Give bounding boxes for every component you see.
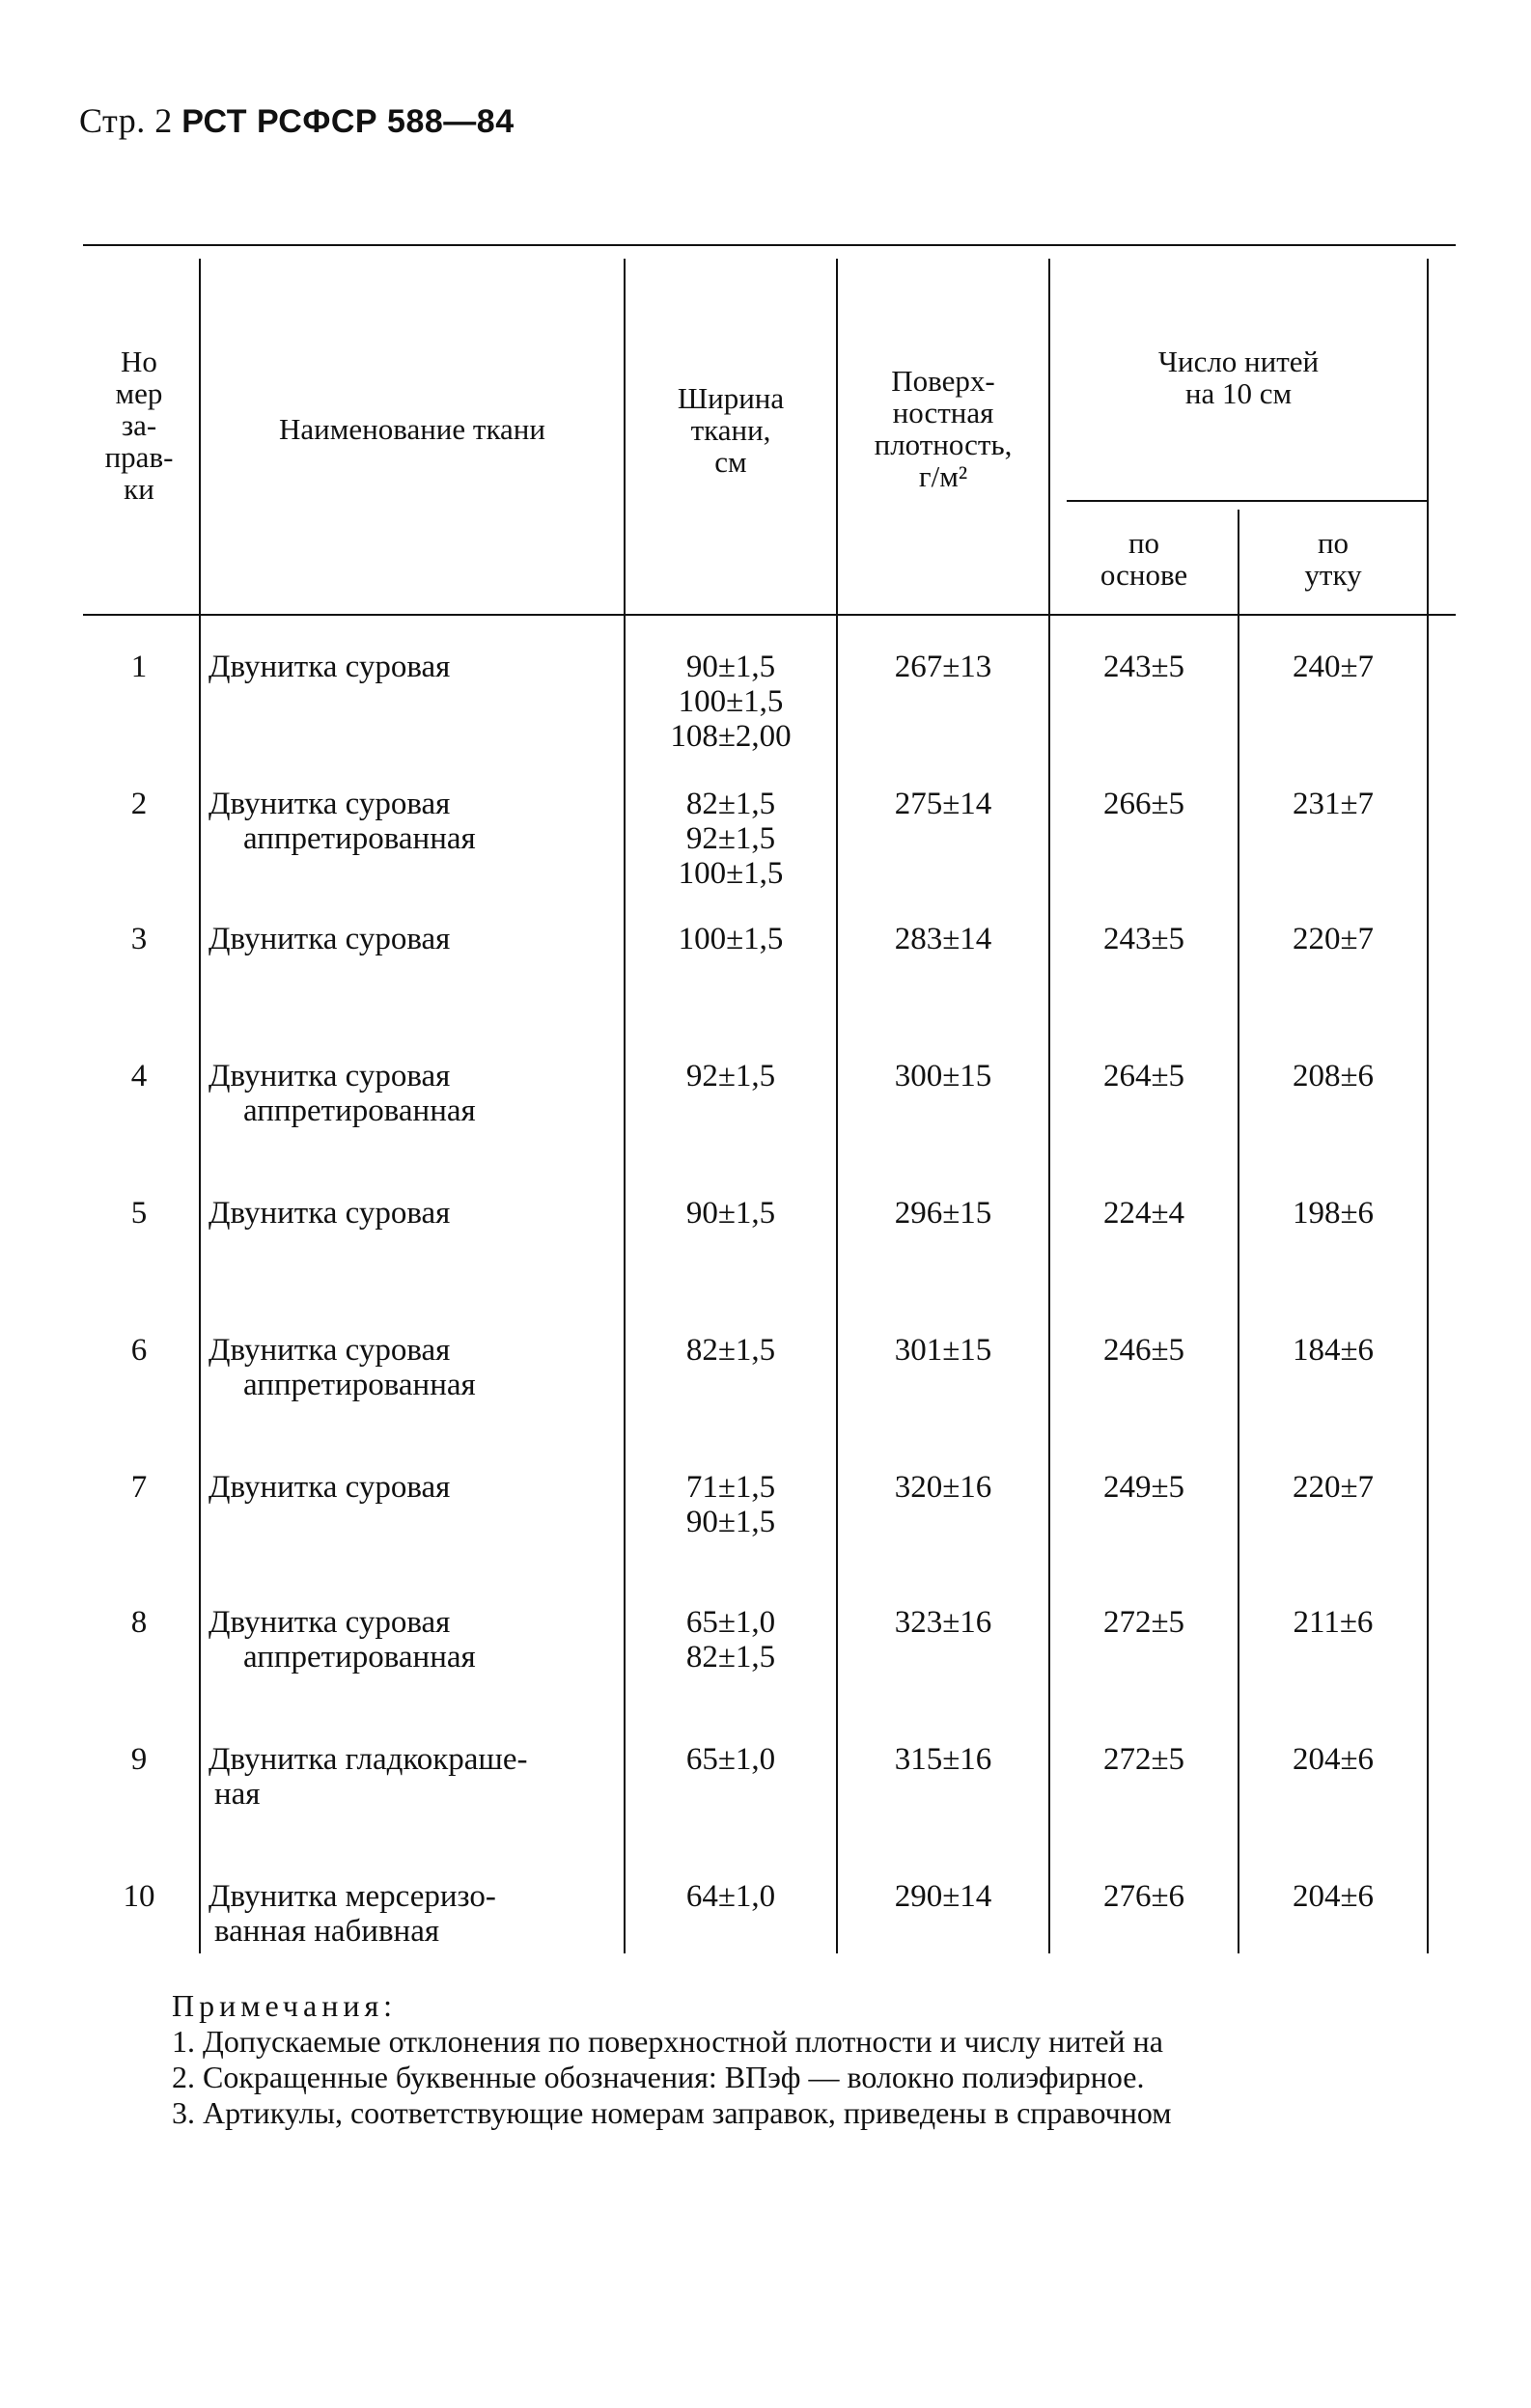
fabric-name-line: ванная набивная — [214, 1914, 440, 1949]
fabric-width — [627, 1605, 834, 1675]
weft-thread-count: 198±6 — [1292, 1196, 1375, 1231]
standard-code: РСТ РСФСР 588—84 — [181, 103, 515, 140]
weft-thread-count: 220±7 — [1292, 1470, 1375, 1505]
fabric-name — [209, 1059, 622, 1128]
row-number: 6 — [130, 1333, 148, 1368]
fabric-name-line: Двунитка мерсеризо- — [209, 1879, 496, 1914]
header-num: Но мер за- прав- ки — [104, 345, 174, 506]
col-divider-2 — [624, 259, 626, 1953]
fabric-name-line: Двунитка суровая — [209, 1196, 451, 1231]
row-number: 2 — [130, 787, 148, 821]
surface-density: 320±16 — [894, 1470, 992, 1505]
surface-density: 300±15 — [894, 1059, 992, 1093]
warp-thread-count: 224±4 — [1102, 1196, 1185, 1231]
fabric-width — [627, 787, 834, 891]
fabric-width — [627, 1059, 834, 1093]
page-header — [79, 100, 515, 141]
header-surface-density: Поверх- ностная плотность, г/м² — [874, 364, 1013, 493]
fabric-name-line: аппретированная — [243, 1368, 476, 1402]
fabric-width-value: 100±1,5 — [678, 856, 784, 891]
warp-thread-count: 266±5 — [1102, 787, 1185, 821]
fabric-width-value: 92±1,5 — [685, 821, 776, 856]
row-number: 1 — [130, 650, 148, 684]
surface-density: 283±14 — [894, 922, 992, 956]
warp-thread-count: 272±5 — [1102, 1605, 1185, 1640]
weft-thread-count: 184±6 — [1292, 1333, 1375, 1368]
fabric-name — [209, 650, 622, 684]
fabric-name-line: Двунитка суровая — [209, 1059, 451, 1093]
header-fabric-width: Ширина ткани, см — [677, 381, 785, 479]
notes — [172, 1988, 1172, 2131]
weft-thread-count: 231±7 — [1292, 787, 1375, 821]
fabric-name-line: Двунитка гладкокраше- — [209, 1742, 528, 1777]
fabric-name-line: Двунитка суровая — [209, 650, 451, 684]
fabric-name-line: ная — [214, 1777, 261, 1812]
weft-thread-count: 204±6 — [1292, 1742, 1375, 1777]
fabric-width — [627, 1879, 834, 1914]
fabric-name — [209, 922, 622, 956]
row-number: 5 — [130, 1196, 148, 1231]
fabric-name — [209, 1333, 622, 1402]
warp-thread-count: 249±5 — [1102, 1470, 1185, 1505]
fabric-width-value: 90±1,5 — [685, 1505, 776, 1539]
note-item: 2. Сокращенные буквенные обозначения: ВПэф — волокно полиэфирное. — [172, 2060, 1145, 2094]
fabric-name-line: аппретированная — [243, 1093, 476, 1128]
fabric-name-line: Двунитка суровая — [209, 1470, 451, 1505]
fabric-width — [627, 1742, 834, 1777]
fabric-width-value: 100±1,5 — [678, 684, 784, 719]
fabric-width-value: 65±1,0 — [685, 1742, 776, 1777]
weft-thread-count: 211±6 — [1293, 1605, 1374, 1640]
fabric-name-line: Двунитка суровая — [209, 922, 451, 956]
fabric-name-line: Двунитка суровая — [209, 787, 451, 821]
header-thread-count: Число нитей на 10 см — [1157, 345, 1320, 410]
fabric-width-value: 90±1,5 — [685, 1196, 776, 1231]
fabric-name-line: аппретированная — [243, 1640, 476, 1675]
warp-thread-count: 272±5 — [1102, 1742, 1185, 1777]
weft-thread-count: 220±7 — [1292, 922, 1375, 956]
warp-thread-count: 264±5 — [1102, 1059, 1185, 1093]
header-warp: по основе — [1100, 526, 1188, 592]
fabric-width-value: 82±1,5 — [685, 1333, 776, 1368]
col-divider-1 — [199, 259, 201, 1953]
fabric-name — [209, 1196, 622, 1231]
row-number: 3 — [130, 922, 148, 956]
col-divider-5 — [1238, 510, 1239, 1953]
fabric-width-value: 65±1,0 — [685, 1605, 776, 1640]
warp-thread-count: 243±5 — [1102, 650, 1185, 684]
fabric-width-value: 92±1,5 — [685, 1059, 776, 1093]
fabric-width-value: 82±1,5 — [685, 1640, 776, 1675]
fabric-name — [209, 1605, 622, 1675]
weft-thread-count: 240±7 — [1292, 650, 1375, 684]
surface-density: 315±16 — [894, 1742, 992, 1777]
row-number: 9 — [130, 1742, 148, 1777]
fabric-width-value: 108±2,00 — [670, 719, 792, 754]
fabric-width-value: 100±1,5 — [678, 922, 784, 956]
note-item: 3. Артикулы, соответствующие номерам заправок, приведены в справочном — [172, 2095, 1172, 2130]
row-number: 4 — [130, 1059, 148, 1093]
header-bottom-rule — [83, 614, 1456, 616]
page-number: Стр. 2 — [79, 101, 173, 140]
note-item: 1. Допускаемые отклонения по поверхностной плотности и числу нитей на — [172, 2024, 1163, 2059]
col-divider-3 — [836, 259, 838, 1953]
fabric-name — [209, 1470, 622, 1505]
warp-thread-count: 246±5 — [1102, 1333, 1185, 1368]
threads-subheader-rule — [1067, 500, 1427, 502]
fabric-width — [627, 922, 834, 956]
fabric-width — [627, 650, 834, 754]
table-top-rule — [83, 244, 1456, 246]
warp-thread-count: 276±6 — [1102, 1879, 1185, 1914]
row-number: 7 — [130, 1470, 148, 1505]
header-weft: по утку — [1304, 526, 1362, 592]
fabric-name-line: аппретированная — [243, 821, 476, 856]
fabric-width-value: 64±1,0 — [685, 1879, 776, 1914]
weft-thread-count: 208±6 — [1292, 1059, 1375, 1093]
notes-title: Примечания: — [172, 1988, 398, 2023]
fabric-name — [209, 1742, 622, 1812]
weft-thread-count: 204±6 — [1292, 1879, 1375, 1914]
fabric-width-value: 90±1,5 — [685, 650, 776, 684]
fabric-width — [627, 1470, 834, 1539]
header-fabric-name: Наименование ткани — [279, 412, 545, 446]
fabric-name — [209, 787, 622, 856]
row-number: 10 — [123, 1879, 155, 1914]
row-number: 8 — [130, 1605, 148, 1640]
fabric-name-line: Двунитка суровая — [209, 1333, 451, 1368]
surface-density: 323±16 — [894, 1605, 992, 1640]
fabric-width-value: 71±1,5 — [685, 1470, 776, 1505]
warp-thread-count: 243±5 — [1102, 922, 1185, 956]
fabric-width — [627, 1333, 834, 1368]
col-divider-6 — [1427, 259, 1429, 1953]
surface-density: 301±15 — [894, 1333, 992, 1368]
fabric-name — [209, 1879, 622, 1949]
fabric-width-value: 82±1,5 — [685, 787, 776, 821]
fabric-name-line: Двунитка суровая — [209, 1605, 451, 1640]
surface-density: 275±14 — [894, 787, 992, 821]
surface-density: 296±15 — [894, 1196, 992, 1231]
surface-density: 267±13 — [894, 650, 992, 684]
surface-density: 290±14 — [894, 1879, 992, 1914]
fabric-width — [627, 1196, 834, 1231]
col-divider-4 — [1048, 259, 1050, 1953]
